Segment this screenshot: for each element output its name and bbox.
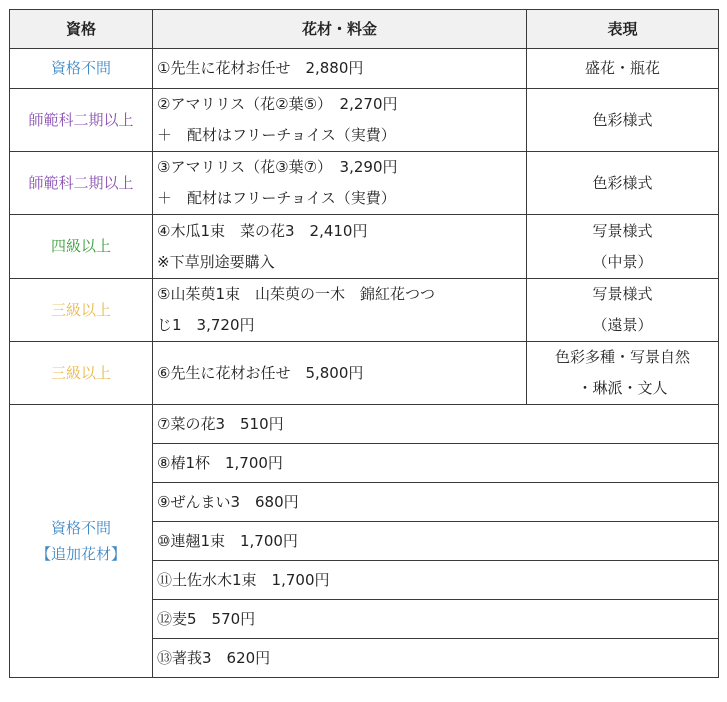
qualification-cell: 四級以上: [10, 215, 153, 279]
qualification-cell: 師範科二期以上: [10, 152, 153, 215]
table-row: [10, 89, 719, 152]
header-expression: 表現: [527, 10, 719, 49]
material-price-cell: [153, 279, 527, 342]
material-price-cell: [153, 215, 527, 279]
addon-item-cell: ⑩連翹1束 1,700円: [153, 522, 719, 561]
expression-line: （中景）: [592, 252, 653, 271]
expression-cell: [527, 342, 719, 405]
material-line: ②アマリリス（花②葉⑤） 2,270円: [157, 95, 398, 113]
header-material-price: 花材・料金: [153, 10, 527, 49]
addon-qualification-line: 【追加花材】: [35, 545, 126, 563]
expression-line: 写景様式: [592, 285, 653, 303]
flower-price-table: [9, 9, 719, 678]
addon-qualification-cell: [10, 405, 153, 678]
addon-item-cell: ⑫麦5 570円: [153, 600, 719, 639]
material-line: ③アマリリス（花③葉⑦） 3,290円: [157, 158, 398, 176]
table-row: [10, 152, 719, 215]
expression-line: 色彩様式: [592, 110, 653, 129]
expression-cell: [527, 89, 719, 152]
qualification-cell: 三級以上: [10, 279, 153, 342]
qualification-cell: 資格不問: [10, 49, 153, 89]
expression-line: 盛花・瓶花: [584, 59, 660, 77]
table-row: [10, 279, 719, 342]
material-line: じ1 3,720円: [157, 316, 255, 334]
expression-line: ・琳派・文人: [577, 379, 668, 397]
expression-line: 色彩様式: [592, 173, 653, 192]
table-row: [10, 49, 719, 89]
header-row: [10, 10, 719, 49]
material-line: ④木瓜1束 菜の花3 2,410円: [157, 221, 368, 240]
expression-line: （遠景）: [592, 316, 653, 334]
addon-item-cell: ⑦菜の花3 510円: [153, 405, 719, 444]
table-row: [10, 215, 719, 279]
expression-cell: [527, 152, 719, 215]
addon-row: [10, 405, 719, 444]
table-row: [10, 342, 719, 405]
material-price-cell: [153, 342, 527, 405]
material-line: ⑤山茱萸1束 山茱萸の一木 錦紅花つつ: [157, 285, 435, 303]
material-line: ＋ 配材はフリーチョイス（実費）: [157, 126, 396, 144]
addon-item-cell: ⑪土佐水木1束 1,700円: [153, 561, 719, 600]
expression-line: 色彩多種・写景自然: [554, 348, 690, 366]
qualification-cell: 師範科二期以上: [10, 89, 153, 152]
expression-line: 写景様式: [592, 221, 653, 240]
addon-item-cell: ⑧椿1杯 1,700円: [153, 444, 719, 483]
addon-item-cell: ⑬著莪3 620円: [153, 639, 719, 678]
material-price-cell: [153, 152, 527, 215]
material-line: ⑥先生に花材お任せ 5,800円: [157, 363, 364, 382]
material-price-cell: [153, 89, 527, 152]
expression-cell: [527, 215, 719, 279]
qualification-cell: 三級以上: [10, 342, 153, 405]
addon-item-cell: ⑨ぜんまい3 680円: [153, 483, 719, 522]
header-qualification: 資格: [10, 10, 153, 49]
material-line: ①先生に花材お任せ 2,880円: [157, 59, 364, 77]
material-line: ＋ 配材はフリーチョイス（実費）: [157, 189, 396, 207]
expression-cell: [527, 49, 719, 89]
material-line: ※下草別途要購入: [157, 252, 275, 271]
expression-cell: [527, 279, 719, 342]
material-price-cell: [153, 49, 527, 89]
addon-qualification-line: 資格不問: [50, 519, 111, 537]
